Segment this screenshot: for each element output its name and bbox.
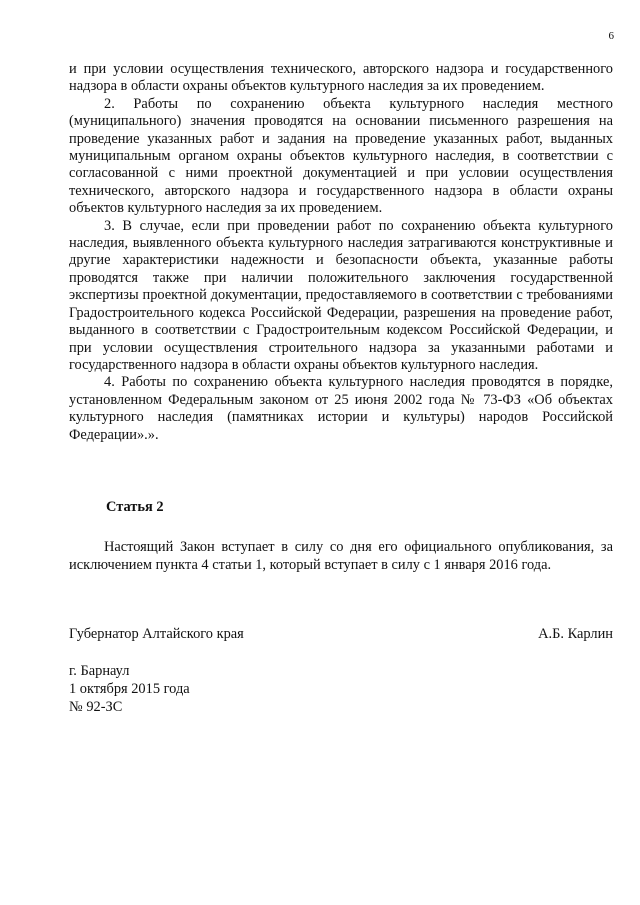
law-text-body [69, 61, 613, 444]
paragraph-continuation: и при условии осуществления технического, авторского надзора и государственного надзора в области охраны объектов культурного наследия за их проведением. [69, 61, 613, 95]
signatory-position: Губернатор Алтайского края [69, 626, 244, 642]
article-2-heading: Статья 2 [106, 499, 164, 515]
paragraph-2: 2. Работы по сохранению объекта культурного наследия местного (муниципального) значения проводятся на основании письменного разрешения на проведение указанных работ и задания на проведение указанных работ, выданных муниципальным органом охраны объектов культурного наследия, в соответствии с согласованной с ними проектной документацией и при условии осуществления технического, авторского надзора и государственного надзора в области охраны объектов культурного наследия за их проведением. [69, 95, 613, 217]
law-number: № 92-ЗС [69, 699, 123, 715]
place-date-number-block [69, 662, 190, 716]
city: г. Барнаул [69, 663, 130, 679]
date: 1 октября 2015 года [69, 681, 190, 697]
paragraph-4: 4. Работы по сохранению объекта культурного наследия проводятся в порядке, установленном Федеральным законом от 25 июня 2002 года № 73-ФЗ «Об объектах культурного наследия (памятниках истории и культуры) народов Российской Федерации».». [69, 374, 613, 443]
signatory-name: А.Б. Карлин [538, 626, 613, 642]
paragraph-3: 3. В случае, если при проведении работ по сохранению объекта культурного наследия, выявленного объекта культурного наследия затрагиваются конструктивные и другие характеристики надежности и безопасности объекта, указанные работы проводятся также при наличии положительного заключения государственной экспертизы проектной документации, предоставляемого в соответствии с требованиями Градостроительного кодекса Российской Федерации, разрешения на проведение работ, выданного в соответствии с Градостроительным кодексом Российской Федерации, и при условии осуществления строительного надзора за указанными работами и государственного надзора в области охраны объектов культурного наследия. [69, 217, 613, 373]
signature-row [69, 626, 613, 643]
article-2-text: Настоящий Закон вступает в силу со дня его официального опубликования, за исключением пункта 4 статьи 1, который вступает в силу с 1 января 2016 года. [69, 539, 613, 573]
page-number: 6 [608, 30, 614, 42]
